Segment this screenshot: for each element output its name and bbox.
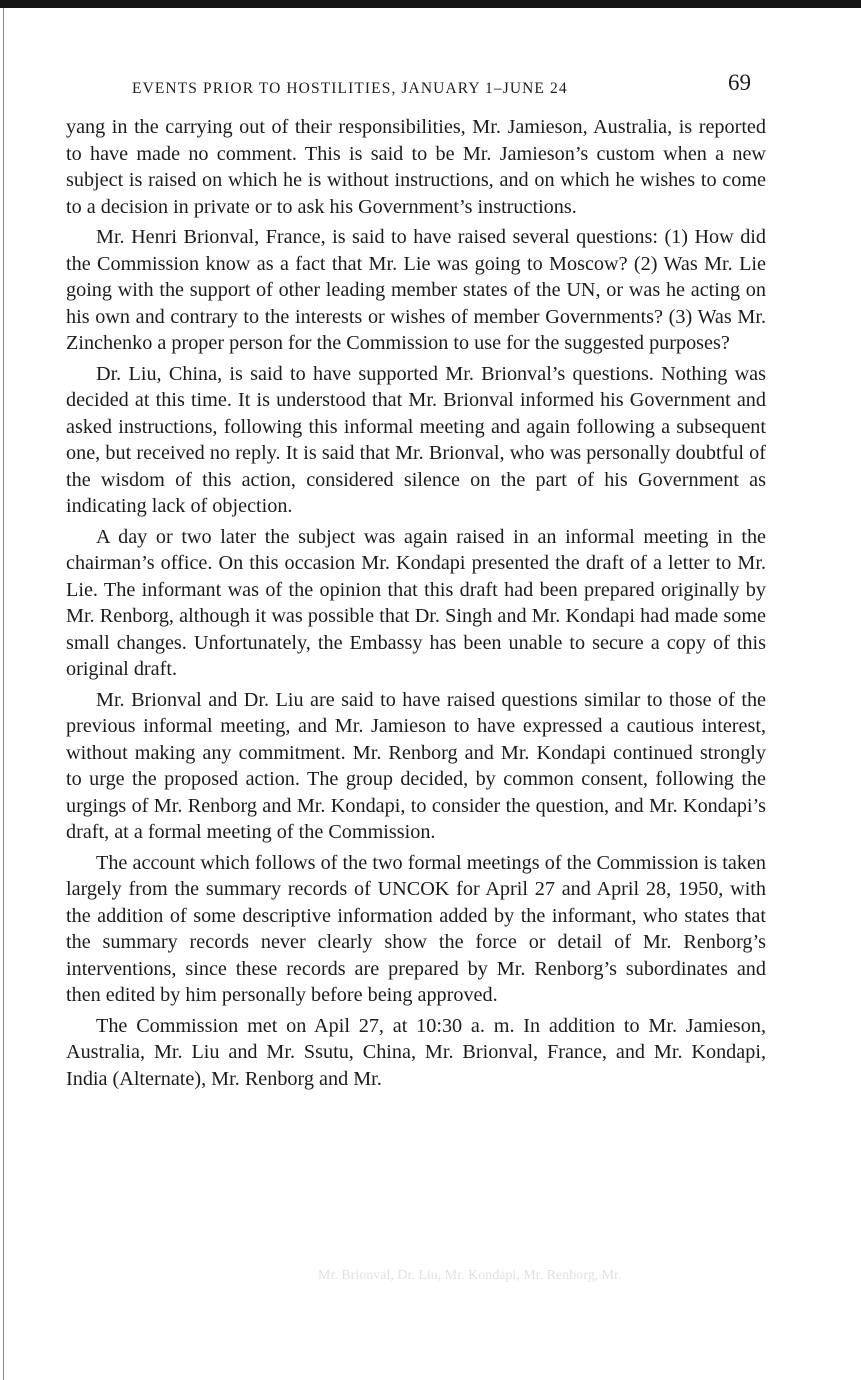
paragraph-liu-support: Dr. Liu, China, is said to have supported Mr. Brionval’s questions. Nothing was decided at this time. It is understood that Mr. Brionval informed his Government and asked instructions, following this informal meeting and again following a subsequent one, but received no reply. It is said that Mr. Brionval, who was personally doubtful of the wisdom of this action, considered silence on the part of his Government as indicating lack of objection. [66, 362, 766, 517]
running-head [132, 70, 757, 106]
page-number: 69 [728, 70, 751, 95]
bleed-through-text: Mr. Brionval, Dr. Liu, Mr. Kondapi, Mr. Renborg, Mr. [318, 1268, 622, 1283]
paragraph-brionval-questions: Mr. Henri Brionval, France, is said to have raised several questions: (1) How did the Commission know as a fact that Mr. Lie was going to Moscow? (2) Was Mr. Lie going with the support of other leading member states of the UN, or was he acting on his own and contrary to the interests or wishes of member Governments? (3) Was Mr. Zinchenko a proper person for the Commission to use for the suggested purposes? [66, 226, 766, 354]
running-head-title: EVENTS PRIOR TO HOSTILITIES, JANUARY 1–JUNE 24 [132, 80, 568, 97]
body-text [66, 114, 766, 1096]
paragraph-summary-records: The account which follows of the two formal meetings of the Commission is taken largely from the summary records of UNCOK for April 27 and April 28, 1950, with the addition of some descriptive information added by the informant, who states that the summary records never clearly show the force or detail of Mr. Renborg’s interventions, since these records are prepared by Mr. Renborg’s subordinates and then edited by him personally before being approved. [66, 851, 766, 1006]
paragraph-commission-met: The Commission met on Apil 27, at 10:30 a. m. In addition to Mr. Jamieson, Australia, Mr. Liu and Mr. Ssutu, China, Mr. Brionval, France, and Mr. Kondapi, India (Alternate), Mr. Renborg and Mr. [66, 1014, 766, 1090]
paragraph-group-decision: Mr. Brionval and Dr. Liu are said to have raised questions similar to those of the previous informal meeting, and Mr. Jamieson to have expressed a cautious interest, without making any commitment. Mr. Renborg and Mr. Kondapi continued strongly to urge the proposed action. The group decided, by common consent, following the urgings of Mr. Renborg and Mr. Kondapi, to consider the question, and Mr. Kondapi’s draft, at a formal meeting of the Commission. [66, 688, 766, 843]
paragraph-draft-letter: A day or two later the subject was again raised in an informal meeting in the chairman’s office. On this occasion Mr. Kondapi presented the draft of a letter to Mr. Lie. The informant was of the opinion that this draft had been prepared originally by Mr. Renborg, although it was possible that Dr. Singh and Mr. Kondapi had made some small changes. Unfortunately, the Embassy has been unable to secure a copy of this original draft. [66, 525, 766, 680]
paragraph-continuation: yang in the carrying out of their responsibilities, Mr. Jamieson, Australia, is reported to have made no comment. This is said to be Mr. Jamieson’s custom when a new subject is raised on which he is without instructions, and on which he wishes to come to a decision in private or to ask his Government’s instructions. [66, 116, 766, 218]
